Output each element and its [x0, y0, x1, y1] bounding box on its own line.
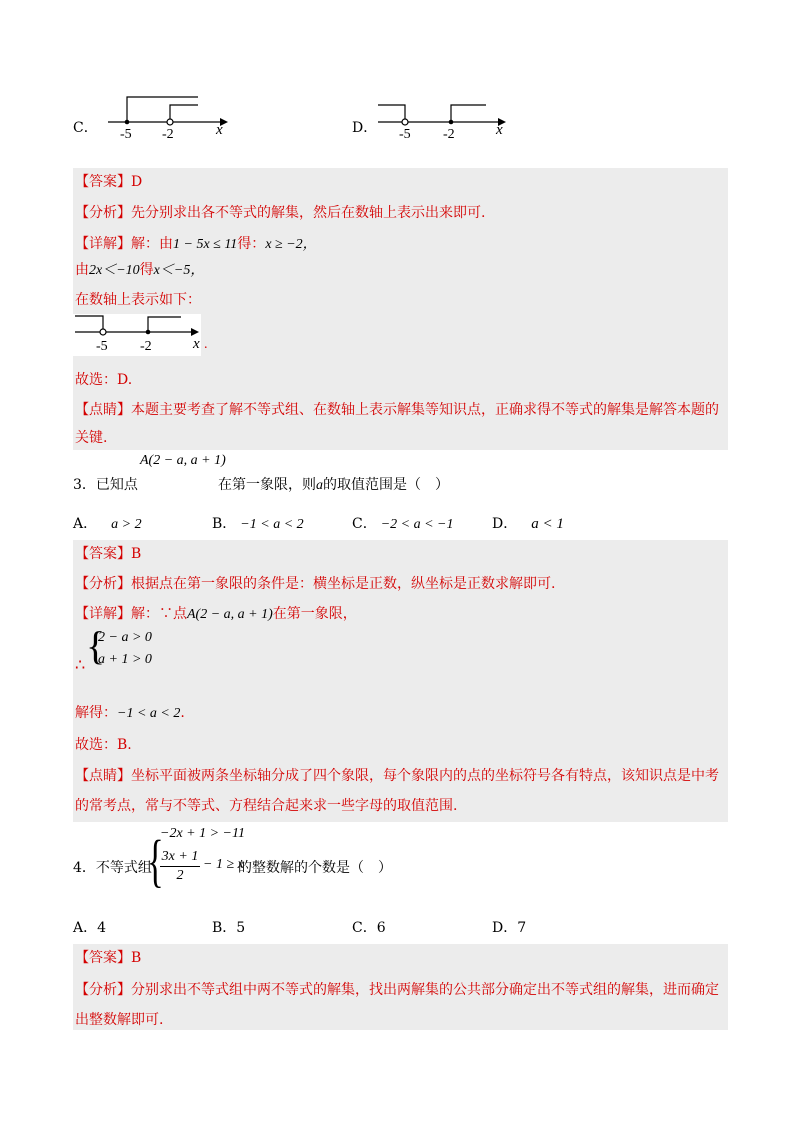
solve-text: . [180, 705, 185, 721]
analysis-tag: 【分析】 [75, 982, 131, 998]
result-2: x＜−5， [153, 263, 205, 278]
q4-stem-number: 4．不等式组 [73, 860, 152, 876]
option-d-label: D． [352, 120, 378, 136]
q3-stem-rest [218, 475, 449, 496]
q2-choose: 故选：D. [75, 372, 133, 388]
q2-detail-line2 [75, 260, 204, 281]
option-expr: a < 1 [531, 516, 564, 532]
axis-variable: x [193, 336, 200, 352]
tick-label: -5 [96, 339, 108, 354]
q2-answer: 【答案】D [75, 174, 143, 190]
option-d-number-line [376, 92, 516, 142]
q3-comment-line2: 的常考点，常与不等式、方程结合起来求一些字母的取值范围. [75, 798, 458, 814]
q3-stem-number: 3．已知点 [73, 477, 138, 493]
option-value: 7 [517, 920, 527, 936]
q3-choose: 故选：B. [75, 737, 132, 753]
q4-fraction [160, 848, 200, 885]
solve-text: 解得： [75, 705, 117, 721]
detail-text: 解：∵点 [131, 606, 187, 622]
q4-answer: 【答案】B [75, 950, 142, 966]
system-brace: { [147, 828, 164, 893]
q3-option-a [73, 514, 142, 535]
detail-text: 由 [75, 262, 89, 278]
comment-tag: 【点睛】 [75, 402, 131, 418]
option-value: 4 [97, 920, 107, 936]
stem-variable: a [316, 478, 323, 493]
tick-label: -2 [162, 127, 174, 142]
fraction-denominator: 2 [176, 868, 184, 883]
option-c-number-line [98, 92, 238, 142]
q4-stem-rest: 的整数解的个数是（ ） [238, 860, 392, 876]
q3-option-b [212, 514, 304, 535]
detail-text: 得 [139, 262, 154, 278]
q4-system-line1: −2x + 1 > −11 [160, 826, 245, 841]
axis-variable: x [216, 122, 223, 138]
q3-option-c [352, 514, 454, 535]
detail-text: 得： [237, 236, 266, 252]
q4-analysis-line2: 出整数解即可. [75, 1012, 164, 1028]
q3-point: A(2 − a, a + 1) [140, 453, 226, 468]
stem-text: 的取值范围是（ ） [323, 477, 449, 493]
option-label: D． [492, 920, 518, 936]
q4-option-b [212, 918, 245, 938]
option-label: B． [212, 516, 237, 532]
option-label: A． [73, 516, 98, 532]
q3-solve [75, 703, 185, 724]
analysis-tag: 【分析】 [75, 205, 131, 221]
q4-system-line2-tail: − 1 ≥ x [203, 857, 244, 872]
q3-comment-line1 [75, 766, 719, 786]
stem-text: 在第一象限，则 [218, 477, 316, 493]
option-expr: a > 2 [111, 517, 142, 532]
fraction-numerator: 3x + 1 [160, 848, 200, 867]
option-label: C． [352, 920, 377, 936]
q2-number-line [73, 312, 213, 360]
q3-system-line2: a + 1 > 0 [98, 652, 152, 667]
tick-label: -2 [140, 339, 152, 354]
inequality-2: 2x＜−10 [89, 263, 140, 278]
q4-option-d [492, 918, 526, 938]
analysis-text: 分别求出不等式组中两不等式的解集，找出两解集的公共部分确定出不等式组的解集，进而确定 [131, 982, 719, 998]
therefore-symbol: ∴ [75, 655, 86, 674]
option-label: D． [492, 516, 518, 532]
option-value: 6 [376, 920, 386, 936]
svg-text:.: . [204, 337, 208, 352]
tick-label: -2 [443, 127, 455, 142]
q2-detail-line1 [75, 234, 317, 255]
detail-tag: 【详解】 [75, 606, 131, 622]
detail-text: 解：由 [131, 236, 173, 252]
option-expr: −2 < a < −1 [380, 517, 454, 532]
q3-option-d [492, 514, 564, 534]
tick-label: -5 [120, 127, 132, 142]
comment-text: 本题主要考查了解不等式组、在数轴上表示解集等知识点，正确求得不等式的解集是解答本题的 [131, 402, 719, 418]
analysis-text: 根据点在第一象限的条件是：横坐标是正数，纵坐标是正数求解即可. [131, 576, 556, 592]
q4-option-c [352, 918, 386, 938]
analysis-text: 先分别求出各不等式的解集，然后在数轴上表示出来即可. [131, 205, 486, 221]
option-label: C． [352, 516, 377, 532]
q3-system-line1: 2 − a > 0 [98, 630, 152, 645]
option-label: B． [212, 920, 237, 936]
system-brace: { [86, 623, 106, 668]
detail-point: A(2 − a, a + 1) [187, 607, 273, 622]
q2-numberline-intro: 在数轴上表示如下： [75, 292, 201, 308]
q2-comment-line2: 关键. [75, 430, 108, 446]
q3-analysis [75, 574, 555, 594]
tick-label: -5 [399, 127, 411, 142]
option-expr: −1 < a < 2 [240, 517, 304, 532]
comment-text: 坐标平面被两条坐标轴分成了四个象限，每个象限内的点的坐标符号各有特点，该知识点是中考 [131, 768, 719, 784]
comment-tag: 【点睛】 [75, 768, 131, 784]
detail-text: 在第一象限， [272, 606, 357, 622]
q2-comment-line1 [75, 400, 719, 420]
axis-variable: x [496, 122, 503, 138]
option-value: 5 [236, 920, 246, 936]
inequality-1: 1 − 5x ≤ 11 [173, 237, 238, 252]
q3-detail-line1 [75, 604, 357, 625]
q2-analysis [75, 203, 485, 223]
result-1: x ≥ −2， [265, 237, 317, 252]
option-label: A． [73, 920, 98, 936]
q3-answer: 【答案】B [75, 546, 142, 562]
q4-analysis-line1 [75, 980, 719, 1000]
solve-expr: −1 < a < 2 [117, 706, 181, 721]
q4-option-a [73, 918, 106, 938]
option-c-label: C． [73, 120, 98, 136]
detail-tag: 【详解】 [75, 236, 131, 252]
analysis-tag: 【分析】 [75, 576, 131, 592]
